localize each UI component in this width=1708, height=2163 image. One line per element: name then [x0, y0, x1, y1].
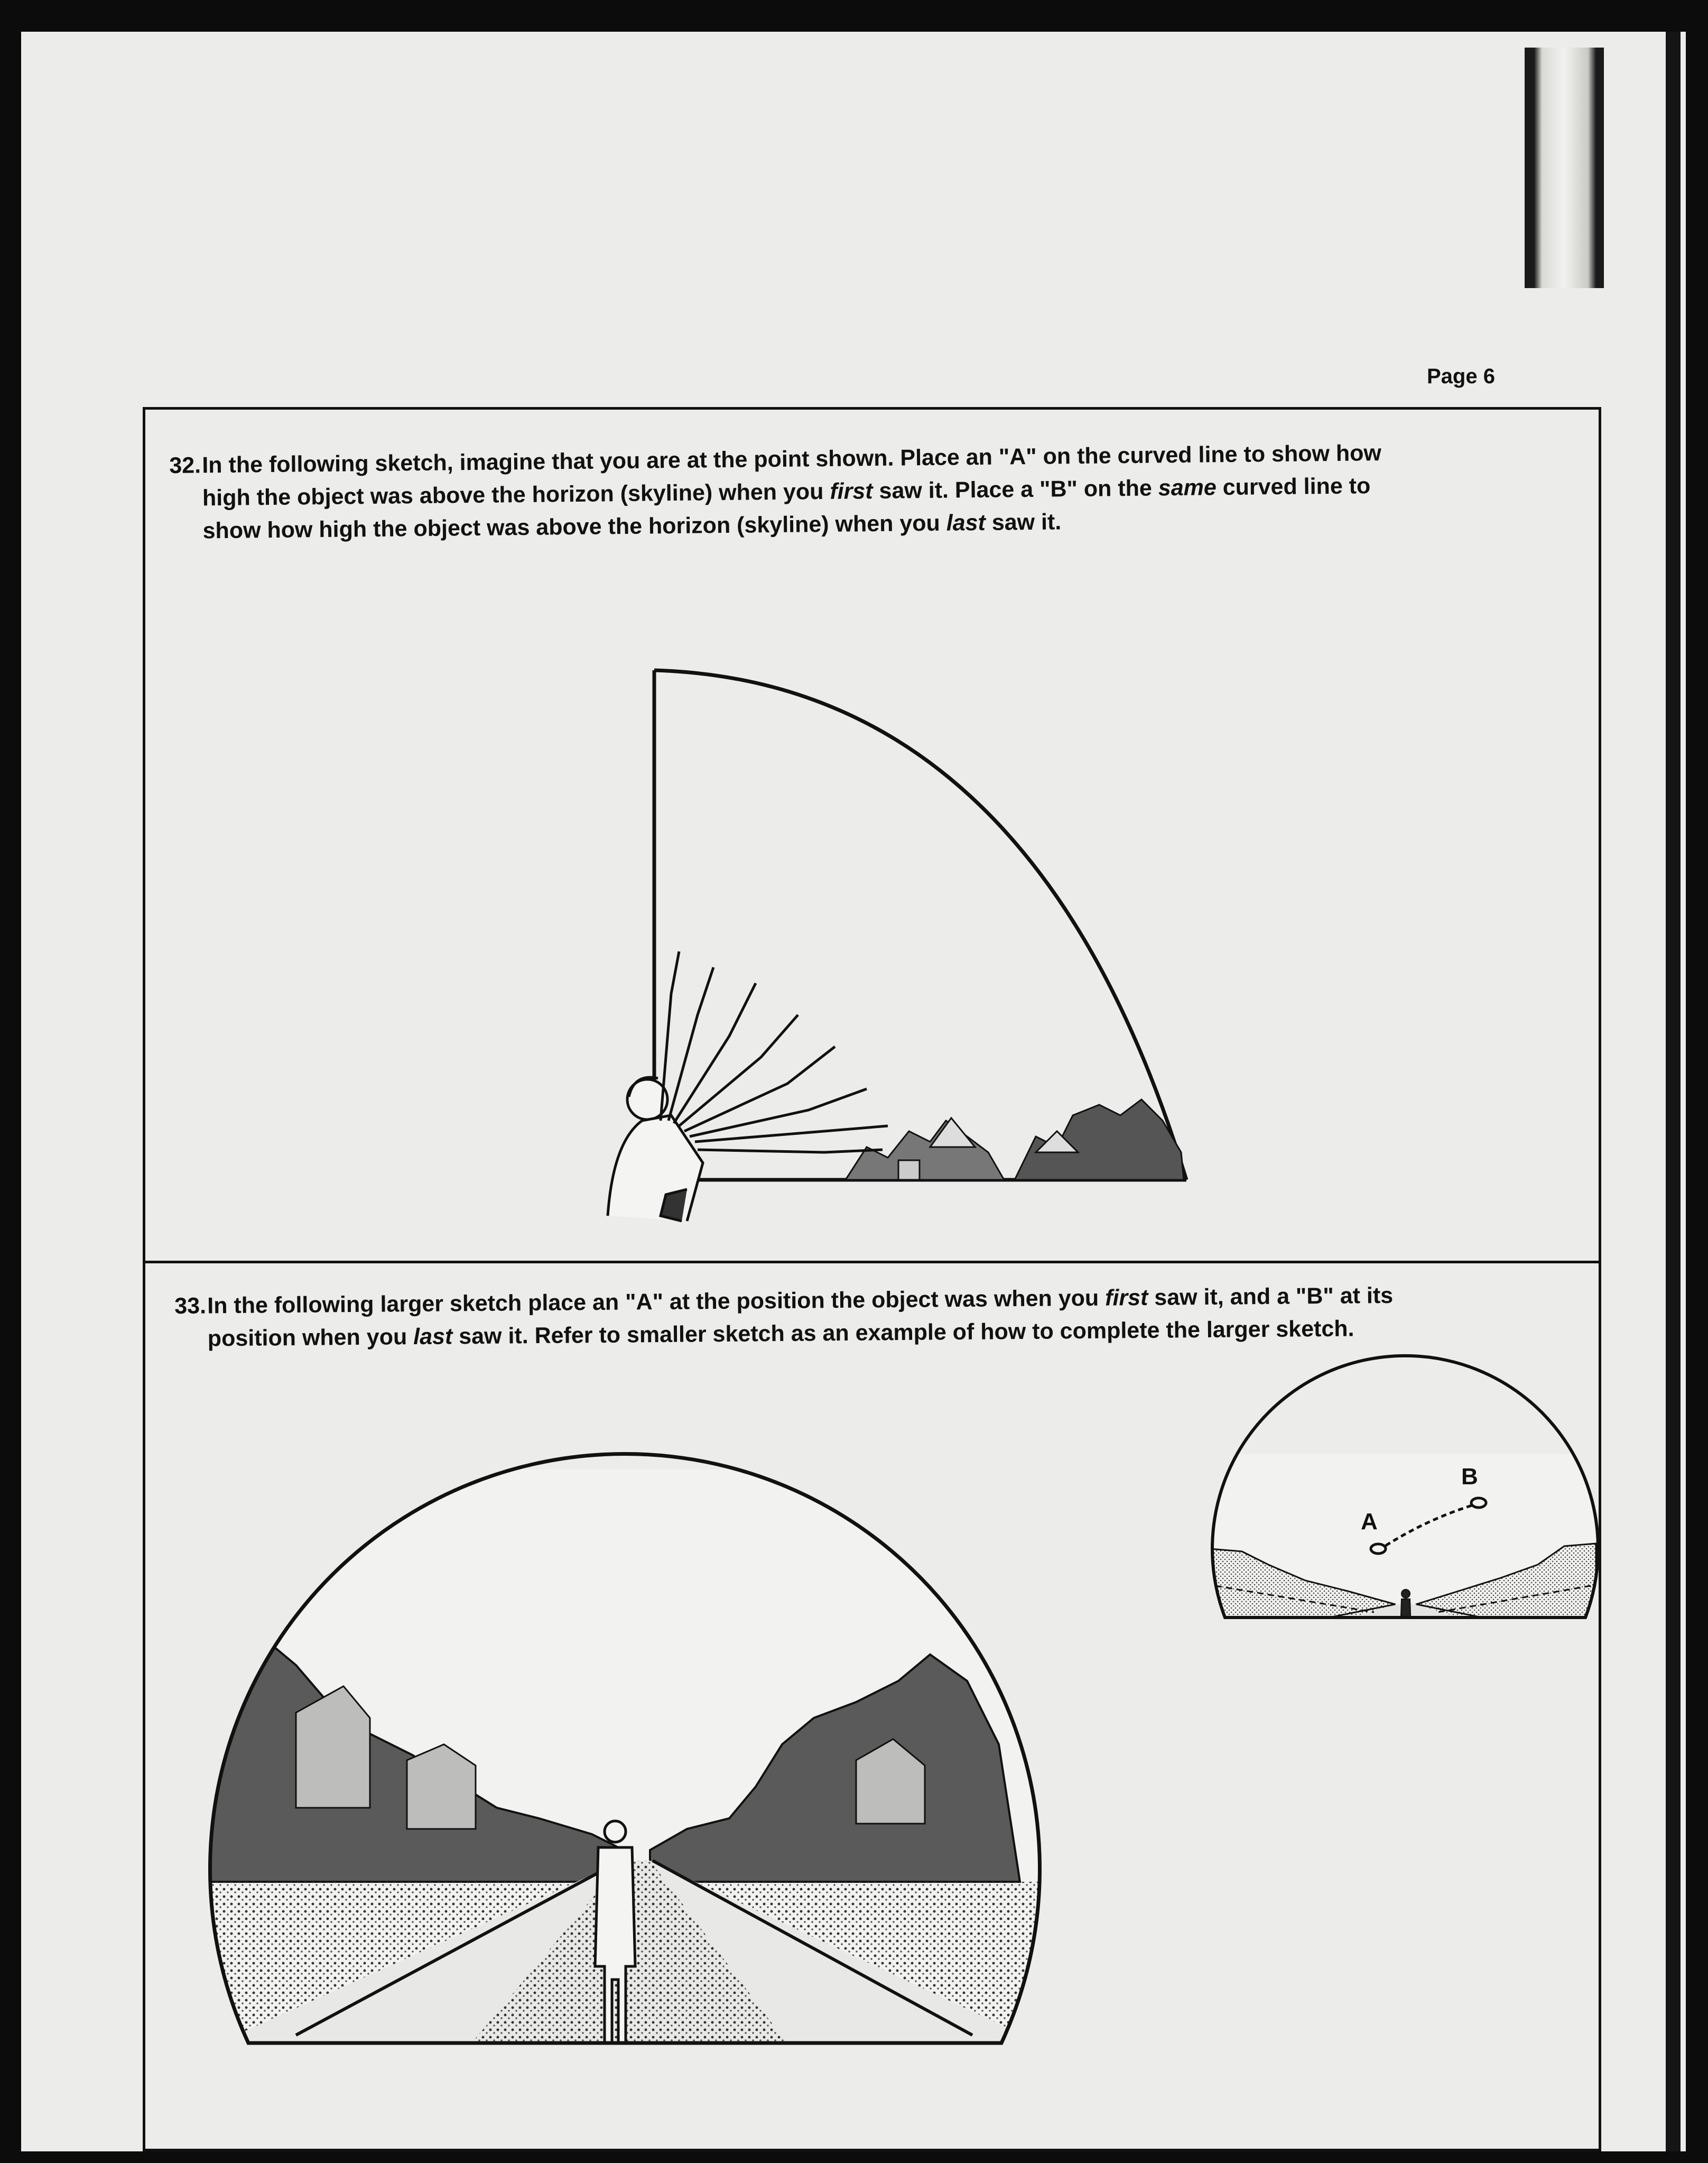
text-run: In the following larger sketch place an "A" at the position the object was when you [207, 1285, 1106, 1319]
example-label-b: B [1461, 1464, 1478, 1490]
question-32 [169, 435, 1565, 548]
text-run: show how high the object was above the horizon (skyline) when you [202, 510, 946, 544]
example-street-scene[interactable] [1205, 1454, 1607, 1633]
emphasis-last: last [946, 510, 986, 536]
emphasis-last: last [413, 1324, 453, 1350]
text-run: high the object was above the horizon (skyline) when you [202, 478, 830, 511]
text-run: saw it, and a "B" at its [1148, 1282, 1394, 1310]
film-edge [1666, 32, 1681, 2151]
question-33 [174, 1278, 1581, 1355]
street-perspective-scene[interactable] [201, 1469, 1073, 2051]
question-number: 32. [169, 452, 201, 478]
text-run: curved line to [1216, 473, 1371, 501]
text-run: saw it. Place a "B" on the [872, 475, 1159, 504]
emphasis-first: first [830, 478, 873, 504]
text-run: saw it. Refer to smaller sketch as an example of how to complete the larger sketch. [452, 1316, 1354, 1349]
emphasis-same: same [1158, 475, 1217, 501]
quarter-circle-elevation-diagram[interactable] [581, 655, 1215, 1237]
skyline-trees [846, 1099, 1184, 1180]
question-line: In the following sketch, imagine that you are at the point shown. Place an "A" on the curved line to show how [202, 440, 1382, 478]
example-label-a: A [1361, 1509, 1378, 1535]
binding-tube [1525, 48, 1604, 288]
panel-divider [143, 1261, 1601, 1263]
question-number: 33. [174, 1293, 207, 1319]
text-run: position when you [207, 1324, 414, 1352]
emphasis-first: first [1104, 1284, 1148, 1311]
page-number: Page 6 [1427, 365, 1495, 388]
text-run: saw it. [985, 509, 1062, 535]
